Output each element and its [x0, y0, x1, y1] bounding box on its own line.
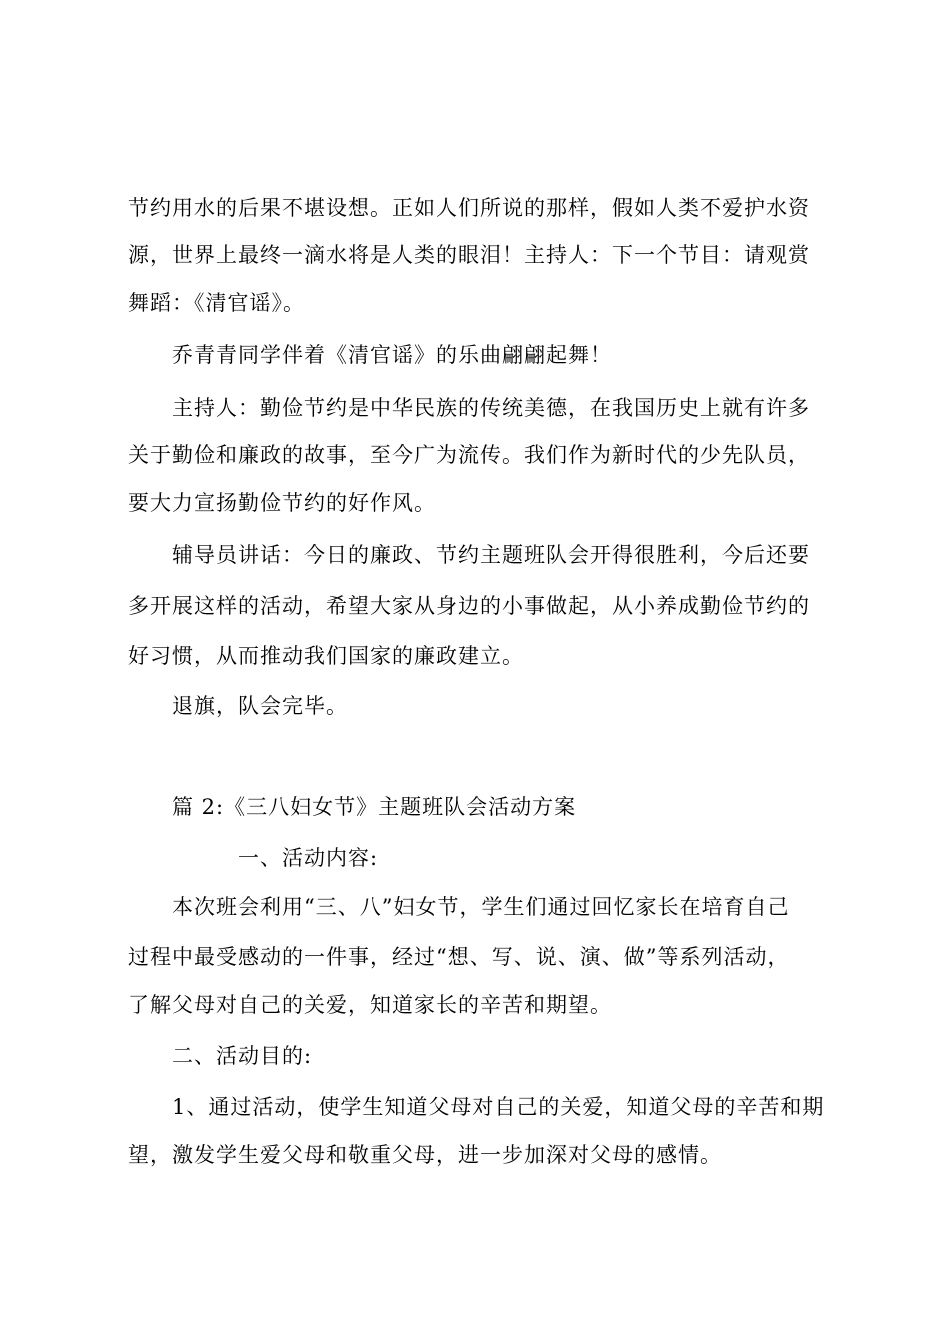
text-line: 舞蹈：《清官谣》。 — [128, 291, 305, 315]
text-line: 本次班会利用“三、八”妇女节，学生们通过回忆家长在培育自己 — [172, 895, 790, 919]
text-line: 1、通过活动，使学生知道父母对自己的关爱，知道父母的辛苦和期 — [172, 1095, 825, 1119]
text-line: 望，激发学生爱父母和敬重父母，进一步加深对父母的感情。 — [128, 1143, 722, 1167]
text-line: 退旗，队会完毕。 — [172, 694, 348, 718]
subheading: 一、活动内容: — [238, 846, 379, 870]
text-line: 关于勤俭和廉政的故事，至今广为流传。我们作为新时代的少先队员， — [128, 443, 810, 467]
section-heading: 篇 2:《三八妇女节》主题班队会活动方案 — [172, 795, 577, 819]
text-line: 节约用水的后果不堪设想。正如人们所说的那样，假如人类不爱护水资 — [128, 196, 810, 220]
text-line: 源，世界上最终一滴水将是人类的眼泪！主持人：下一个节目：请观赏 — [128, 243, 810, 267]
subheading: 二、活动目的: — [172, 1044, 313, 1068]
text-line: 多开展这样的活动，希望大家从身边的小事做起，从小养成勤俭节约的 — [128, 594, 810, 618]
text-line: 了解父母对自己的关爱，知道家长的辛苦和期望。 — [128, 993, 612, 1017]
text-line: 好习惯，从而推动我们国家的廉政建立。 — [128, 644, 524, 668]
text-line: 主持人：勤俭节约是中华民族的传统美德，在我国历史上就有许多 — [172, 396, 810, 420]
text-line: 要大力宣扬勤俭节约的好作风。 — [128, 491, 436, 515]
text-line: 乔青青同学伴着《清官谣》的乐曲翩翩起舞！ — [172, 343, 612, 367]
text-line: 过程中最受感动的一件事，经过“想、写、说、演、做”等系列活动， — [128, 945, 790, 969]
text-line: 辅导员讲话：今日的廉政、节约主题班队会开得很胜利，今后还要 — [172, 543, 810, 567]
